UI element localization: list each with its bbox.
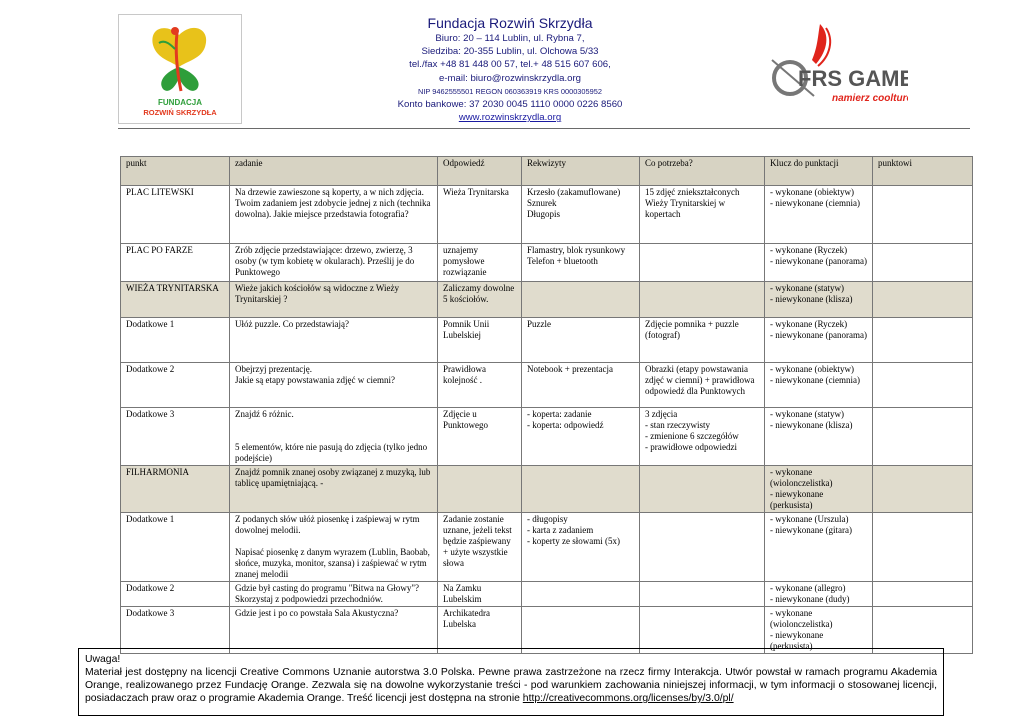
table-cell — [230, 466, 438, 513]
cell-line: Pomnik Unii Lubelskiej — [443, 319, 490, 340]
table-cell — [230, 582, 438, 607]
feather-logo-icon — [768, 20, 908, 116]
foundation-logo — [118, 14, 242, 124]
cell-line — [645, 245, 759, 256]
table-cell — [873, 363, 973, 408]
notice-body: Materiał jest dostępny na licencji Creative Commons Uznanie autorstwa 3.0 Polska. Pewne prawa zastrzeżone na rzecz firmy Interakcja. Utwór powstał w ramach programu Akademia Orange, realizowanego przez Fundację Orange. Zezwala się na dowolne wykorzystanie treści - pod warunkiem zachowania niniejszej informacji, w tym informacji o stosowanej licencji, posiadaczach praw oraz o programie Akademia Orange. Treść licencji jest dostępna na stronie — [85, 667, 937, 704]
cell-line — [878, 364, 967, 375]
cell-line: Zdjęcie u Punktowego — [443, 409, 488, 430]
cell-line — [443, 467, 516, 478]
table-cell — [438, 318, 522, 363]
cell-line: - wykonane (statyw) — [770, 409, 844, 419]
cell-line: 5 elementów, które nie pasują do zdjęcia (tylko jedno podejście) — [235, 442, 428, 463]
table-cell — [640, 186, 765, 244]
cell-line: Wieże jakich kościołów są widoczne z Wieży Trynitarskiej ? — [235, 283, 400, 304]
header-cell: Klucz do punktacji — [765, 157, 873, 186]
cell-line: Prawidłowa kolejność . — [443, 364, 486, 385]
org-name: Fundacja Rozwiń Skrzydła — [427, 15, 593, 31]
table-cell — [438, 466, 522, 513]
cell-line: - wykonane (obiektyw) — [770, 187, 854, 197]
cell-line — [645, 514, 759, 525]
logo-line2: ROZWIŃ SKRZYDŁA — [143, 108, 217, 117]
cell-line: - długopisy — [527, 514, 568, 524]
license-link[interactable]: http://creativecommons.org/licenses/by/3.0/pl/ — [522, 693, 734, 704]
cell-line: Obejrzyj prezentację. — [235, 364, 312, 374]
header-cell: punktowi — [873, 157, 973, 186]
cell-line: Długopis — [527, 209, 561, 219]
cell-line: - wykonane (Ryczek) — [770, 245, 848, 255]
address-seat: Siedziba: 20-355 Lublin, ul. Olchowa 5/33 — [421, 46, 599, 58]
cell-line: - wykonane (Ryczek) — [770, 319, 848, 329]
table-cell — [765, 186, 873, 244]
table-cell — [121, 607, 230, 654]
cell-line: - niewykonane (panorama) — [770, 256, 867, 266]
table-row — [121, 244, 973, 282]
butterfly-logo-icon — [119, 15, 241, 123]
cell-line: - koperta: zadanie — [527, 409, 592, 419]
cell-line — [878, 467, 967, 478]
table-cell — [765, 466, 873, 513]
table-cell — [640, 244, 765, 282]
cell-line: PLAC PO FARZE — [126, 245, 193, 255]
cell-line: - niewykonane (perkusista) — [770, 489, 824, 510]
cell-line: - wykonane (wiolonczelistka) — [770, 608, 833, 629]
cell-line — [645, 467, 759, 478]
table-cell — [522, 582, 640, 607]
table-cell — [873, 318, 973, 363]
cell-line: Z podanych słów ułóż piosenkę i zaśpiewaj w rytm dowolnej melodii. — [235, 514, 420, 535]
table-row — [121, 282, 973, 318]
cell-line: WIEŻA TRYNITARSKA — [126, 283, 219, 293]
cell-line — [878, 514, 967, 525]
cell-line: - stan rzeczywisty — [645, 420, 710, 430]
cell-line — [235, 536, 432, 547]
table-cell — [640, 607, 765, 654]
cell-line: PLAC LITEWSKI — [126, 187, 194, 197]
header-cell: Rekwizyty — [522, 157, 640, 186]
cell-line — [878, 283, 967, 294]
cell-line: Flamastry, blok rysunkowy — [527, 245, 626, 255]
cell-line: - niewykonane (gitara) — [770, 525, 852, 535]
table-cell — [640, 282, 765, 318]
cell-line — [527, 283, 634, 294]
task-table — [120, 156, 973, 654]
table-cell — [873, 282, 973, 318]
email-line: e-mail: biuro@rozwinskrzydla.org — [439, 72, 581, 84]
bank-account: Konto bankowe: 37 2030 0045 1110 0000 0226 8560 — [397, 99, 623, 111]
table-cell — [522, 513, 640, 582]
cell-line — [645, 283, 759, 294]
cell-line: Zdjęcie pomnika + puzzle (fotograf) — [645, 319, 739, 340]
table-cell — [438, 513, 522, 582]
table-cell — [765, 363, 873, 408]
table-cell — [438, 582, 522, 607]
table-cell — [438, 186, 522, 244]
table-cell — [438, 607, 522, 654]
table-header-row — [121, 157, 973, 186]
cell-line: Obrazki (etapy powstawania zdjęć w ciemni) + prawidłowa odpowiedź dla Punktowych — [645, 364, 755, 396]
table-cell — [522, 466, 640, 513]
table-cell — [522, 282, 640, 318]
table-cell — [230, 363, 438, 408]
table-cell — [765, 408, 873, 466]
table-cell — [765, 513, 873, 582]
cell-line: Na drzewie zawieszone są koperty, a w nich zdjęcia. Twoim zadaniem jest zdobycie jednej z nich (technika dowolna). Jakie miejsce przedstawia fotografia? — [235, 187, 431, 219]
cell-line — [878, 187, 967, 198]
table-cell — [522, 186, 640, 244]
table-cell — [640, 318, 765, 363]
registry-line: NIP 9462555501 REGON 060363919 KRS 0000305952 — [418, 86, 602, 96]
cell-line: 15 zdjęć zniekształconych Wieży Trynitarskiej w kopertach — [645, 187, 740, 219]
cell-line: Wieża Trynitarska — [443, 187, 509, 197]
address-office: Biuro: 20 – 114 Lublin, ul. Rybna 7, — [435, 33, 585, 44]
table-cell — [765, 318, 873, 363]
cell-line: Notebook + prezentacja — [527, 364, 614, 374]
cell-line — [527, 467, 634, 478]
logo-line1: FUNDACJA — [158, 98, 202, 107]
cell-line: Dodatkowe 3 — [126, 608, 175, 618]
table-cell — [230, 318, 438, 363]
cell-line: - wykonane (Urszula) — [770, 514, 849, 524]
table-row — [121, 582, 973, 607]
table-cell — [438, 408, 522, 466]
table-cell — [438, 282, 522, 318]
table-cell — [121, 244, 230, 282]
table-cell — [640, 466, 765, 513]
table-cell — [873, 186, 973, 244]
cell-line: Znajdź 6 różnic. — [235, 409, 294, 419]
cell-line — [878, 409, 967, 420]
frs-game-logo — [768, 20, 908, 116]
cell-line — [878, 319, 967, 330]
table-cell — [121, 186, 230, 244]
cell-line: - wykonane (statyw) — [770, 283, 844, 293]
cell-line: FILHARMONIA — [126, 467, 189, 477]
brand-tagline: namierz coolturę! — [832, 93, 908, 104]
table-cell — [873, 244, 973, 282]
table-cell — [873, 582, 973, 607]
table-cell — [230, 607, 438, 654]
cell-line: Na Zamku Lubelskim — [443, 583, 482, 604]
cell-line: Gdzie był casting do programu "Bitwa na Głowy"? Skorzystaj z podpowiedzi przechodniów. — [235, 583, 420, 604]
table-row — [121, 318, 973, 363]
table-cell — [522, 408, 640, 466]
table-cell — [121, 363, 230, 408]
cell-line: - koperty ze słowami (5x) — [527, 536, 620, 546]
cell-line: - niewykonane (panorama) — [770, 330, 867, 340]
table-cell — [873, 513, 973, 582]
cell-line — [645, 583, 759, 594]
cell-line: Znajdź pomnik znanej osoby związanej z muzyką, lub tablicę upamiętniającą. - — [235, 467, 431, 488]
cell-line: Dodatkowe 1 — [126, 319, 175, 329]
table-cell — [230, 244, 438, 282]
cell-line: Zrób zdjęcie przedstawiające: drzewo, zwierzę, 3 osoby (w tym kobietę w okularach). Prześlij je do Punktowego — [235, 245, 415, 277]
cell-line: - prawidłowe odpowiedzi — [645, 442, 737, 452]
table-cell — [121, 582, 230, 607]
table-row — [121, 513, 973, 582]
table-row — [121, 408, 973, 466]
cell-line: Puzzle — [527, 319, 551, 329]
table-row — [121, 186, 973, 244]
cell-line: - niewykonane (ciemnia) — [770, 375, 860, 385]
cell-line: uznajemy pomysłowe rozwiązanie — [443, 245, 487, 277]
cell-line: Dodatkowe 3 — [126, 409, 175, 419]
website-link[interactable]: www.rozwinskrzydla.org — [458, 112, 562, 124]
table-cell — [522, 363, 640, 408]
cell-line: - zmienione 6 szczegółów — [645, 431, 739, 441]
cell-line: Archikatedra Lubelska — [443, 608, 490, 629]
header-divider — [118, 128, 970, 129]
license-notice — [78, 648, 944, 716]
cell-line: Dodatkowe 2 — [126, 583, 175, 593]
table-cell — [121, 466, 230, 513]
table-cell — [438, 244, 522, 282]
table-row — [121, 607, 973, 654]
header-cell: punkt — [121, 157, 230, 186]
table-cell — [121, 408, 230, 466]
cell-line — [235, 420, 432, 431]
cell-line: Ułóż puzzle. Co przedstawiają? — [235, 319, 349, 329]
header-cell: Odpowiedź — [438, 157, 522, 186]
table-cell — [230, 408, 438, 466]
cell-line: - wykonane (allegro) — [770, 583, 846, 593]
cell-line — [878, 608, 967, 619]
table-cell — [121, 282, 230, 318]
table-cell — [640, 408, 765, 466]
cell-line: Sznurek — [527, 198, 557, 208]
table-cell — [522, 244, 640, 282]
table-cell — [522, 318, 640, 363]
cell-line: Telefon + bluetooth — [527, 256, 598, 266]
cell-line — [527, 608, 634, 619]
table-row — [121, 363, 973, 408]
cell-line — [878, 245, 967, 256]
cell-line: Zaliczamy dowolne 5 kościołów. — [443, 283, 515, 304]
cell-line: - karta z zadaniem — [527, 525, 594, 535]
cell-line: Krzesło (zakamuflowane) — [527, 187, 621, 197]
letterhead — [350, 14, 670, 124]
table-cell — [765, 607, 873, 654]
cell-line: 3 zdjęcia — [645, 409, 678, 419]
notice-title: Uwaga! — [85, 654, 121, 665]
cell-line: - koperta: odpowiedź — [527, 420, 604, 430]
table-cell — [230, 186, 438, 244]
table-cell — [765, 282, 873, 318]
cell-line — [527, 583, 634, 594]
brand-name: FRS GAME — [798, 66, 908, 91]
table-cell — [765, 244, 873, 282]
table-cell — [230, 282, 438, 318]
cell-line — [235, 431, 432, 442]
cell-line — [645, 608, 759, 619]
cell-line: Gdzie jest i po co powstała Sala Akustyczna? — [235, 608, 399, 618]
cell-line: Zadanie zostanie uznane, jeżeli tekst będzie zaśpiewany + użyte wszystkie słowa — [443, 514, 512, 568]
cell-line: Jakie są etapy powstawania zdjęć w ciemni? — [235, 375, 395, 385]
cell-line: - niewykonane (perkusista) — [770, 630, 824, 651]
table-cell — [640, 582, 765, 607]
cell-line: Napisać piosenkę z danym wyrazem (Lublin, Baobab, słońce, muzyka, monitor, szansa) i zaśpiewać w rytm znanej melodii — [235, 547, 430, 579]
table-cell — [640, 513, 765, 582]
table-cell — [765, 582, 873, 607]
table-cell — [873, 607, 973, 654]
table-cell — [873, 408, 973, 466]
cell-line: - niewykonane (klisza) — [770, 294, 853, 304]
table-row — [121, 466, 973, 513]
table-cell — [873, 466, 973, 513]
cell-line: - wykonane (wiolonczelistka) — [770, 467, 833, 488]
cell-line: - niewykonane (klisza) — [770, 420, 853, 430]
table-cell — [640, 363, 765, 408]
cell-line: - niewykonane (dudy) — [770, 594, 850, 604]
cell-line — [878, 583, 967, 594]
table-cell — [230, 513, 438, 582]
table-cell — [121, 513, 230, 582]
cell-line: - niewykonane (ciemnia) — [770, 198, 860, 208]
header-cell: Co potrzeba? — [640, 157, 765, 186]
table-cell — [522, 607, 640, 654]
cell-line: Dodatkowe 1 — [126, 514, 175, 524]
table-cell — [438, 363, 522, 408]
cell-line: Dodatkowe 2 — [126, 364, 175, 374]
phone-line: tel./fax +48 81 448 00 57, tel.+ 48 515 607 606, — [409, 59, 611, 71]
cell-line: - wykonane (obiektyw) — [770, 364, 854, 374]
header-cell: zadanie — [230, 157, 438, 186]
table-cell — [121, 318, 230, 363]
